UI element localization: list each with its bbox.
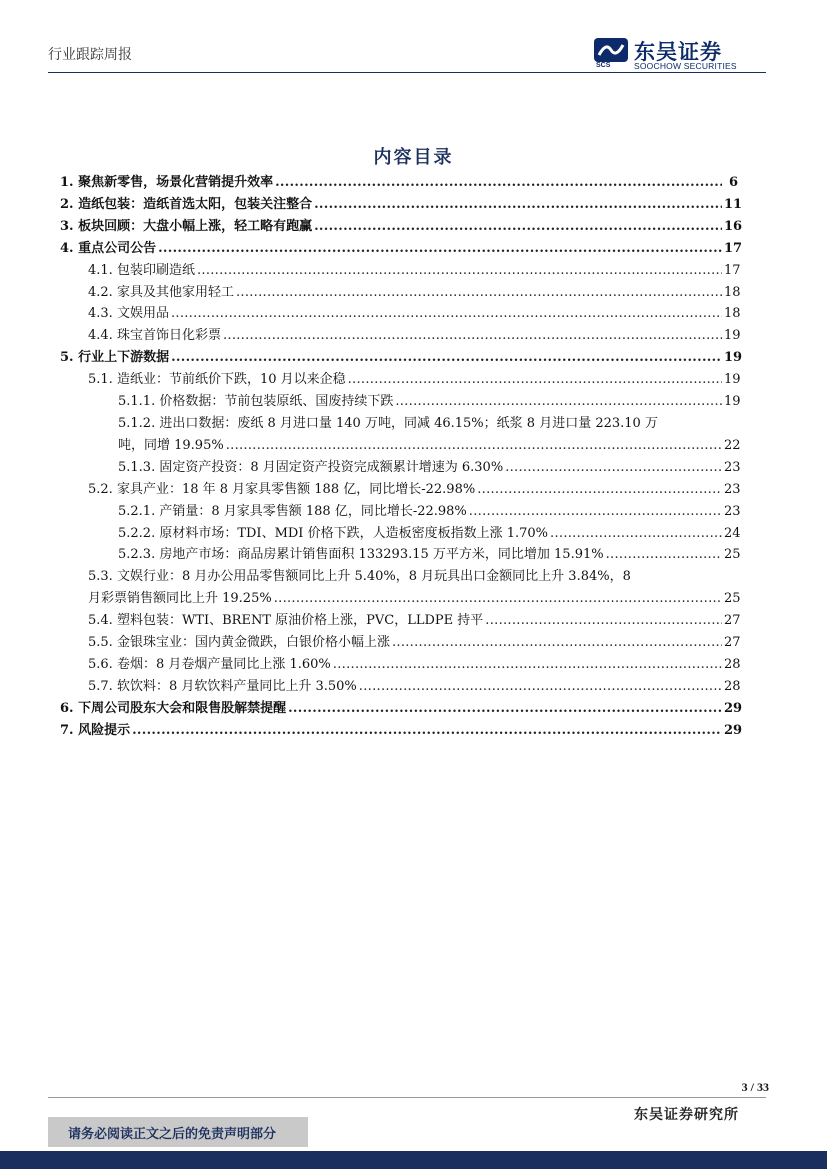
toc-entry[interactable]: 5.1. 造纸业：节前纸价下跌，10 月以来企稳 ..... 19 [60, 369, 738, 391]
toc-entry[interactable]: 5.2.2. 原材料市场：TDI、MDI 价格下跌，人造板密度板指数上涨 1.70% ..... 24 [60, 523, 738, 545]
toc-entry[interactable]: 5.6. 卷烟：8 月卷烟产量同比上涨 1.60% ..... 28 [60, 654, 738, 676]
toc-entry[interactable]: 3. 板块回顾：大盘小幅上涨，轻工略有跑赢 ..... 16 [60, 216, 738, 238]
toc-entry[interactable]: 4. 重点公司公告 ..... 17 [60, 238, 738, 260]
toc-title: 内容目录 [373, 147, 454, 168]
table-of-contents [60, 172, 743, 742]
report-type-label: 行业跟踪周报 [48, 47, 132, 63]
toc-entry[interactable]: 5.2.3. 房地产市场：商品房累计销售面积 133293.15 万平方米，同比增加 15.91% ..... 25 [60, 544, 738, 566]
toc-entry[interactable]: 4.3. 文娱用品 ..... 18 [60, 303, 738, 325]
logo-abbreviation: SCS [596, 62, 611, 69]
toc-entry[interactable]: 1. 聚焦新零售，场景化营销提升效率 ..... 6 [60, 172, 738, 194]
toc-entry[interactable]: 5.2. 家具产业：18 年 8 月家具零售额 188 亿，同比增长-22.98% ..... 23 [60, 479, 738, 501]
toc-entry[interactable]: 5.7. 软饮料：8 月软饮料产量同比上升 3.50% ..... 28 [60, 676, 738, 698]
footer-organization: 东吴证券研究所 [634, 1107, 739, 1123]
toc-entry[interactable]: 5. 行业上下游数据 ..... 19 [60, 347, 738, 369]
header-divider [48, 72, 766, 73]
toc-entry[interactable]: 6. 下周公司股东大会和限售股解禁提醒 ..... 29 [60, 698, 738, 720]
footer-divider [48, 1097, 766, 1098]
toc-entry[interactable]: 4.2. 家具及其他家用轻工 ..... 18 [60, 282, 738, 304]
toc-entry[interactable]: 5.5. 金银珠宝业：国内黄金微跌，白银价格小幅上涨 ..... 27 [60, 632, 738, 654]
toc-entry[interactable]: 7. 风险提示 ..... 29 [60, 720, 738, 742]
toc-entry[interactable]: 4.1. 包装印刷造纸 ..... 17 [60, 260, 738, 282]
toc-entry[interactable]: 4.4. 珠宝首饰日化彩票 ..... 19 [60, 325, 738, 347]
logo-chinese-name: 东吴证券 [634, 40, 722, 64]
company-logo [594, 36, 774, 72]
toc-entry[interactable]: 5.4. 塑料包装：WTI、BRENT 原油价格上涨，PVC，LLDPE 持平 ..... 27 [60, 610, 738, 632]
toc-entry[interactable]: 5.1.1. 价格数据：节前包装原纸、国废持续下跌 ..... 19 [60, 391, 738, 413]
toc-entry[interactable]: 5.3. 文娱行业：8 月办公用品零售额同比上升 5.40%，8 月玩具出口金额同比上升 3.84%，8 月彩票销售额同比上升 19.25% ..... 25 [60, 566, 738, 610]
footer-bar [0, 1151, 827, 1169]
toc-entry[interactable]: 2. 造纸包装：造纸首选太阳，包装关注整合 ..... 11 [60, 194, 738, 216]
toc-entry[interactable]: 5.1.3. 固定资产投资：8 月固定资产投资完成额累计增速为 6.30% ..... 23 [60, 457, 738, 479]
toc-entry[interactable]: 5.1.2. 进出口数据：废纸 8 月进口量 140 万吨，同减 46.15%；纸浆 8 月进口量 223.10 万 吨，同增 19.95% ..... 22 [60, 413, 738, 457]
logo-english-name: SOOCHOW SECURITIES [634, 61, 737, 71]
toc-entry[interactable]: 5.2.1. 产销量：8 月家具零售额 188 亿，同比增长-22.98% ..... 23 [60, 501, 738, 523]
disclaimer-text: 请务必阅读正文之后的免责声明部分 [68, 1127, 277, 1142]
disclaimer-banner [48, 1117, 308, 1147]
logo-emblem-icon [594, 38, 628, 62]
page-number: 3 / 33 [741, 1080, 769, 1094]
